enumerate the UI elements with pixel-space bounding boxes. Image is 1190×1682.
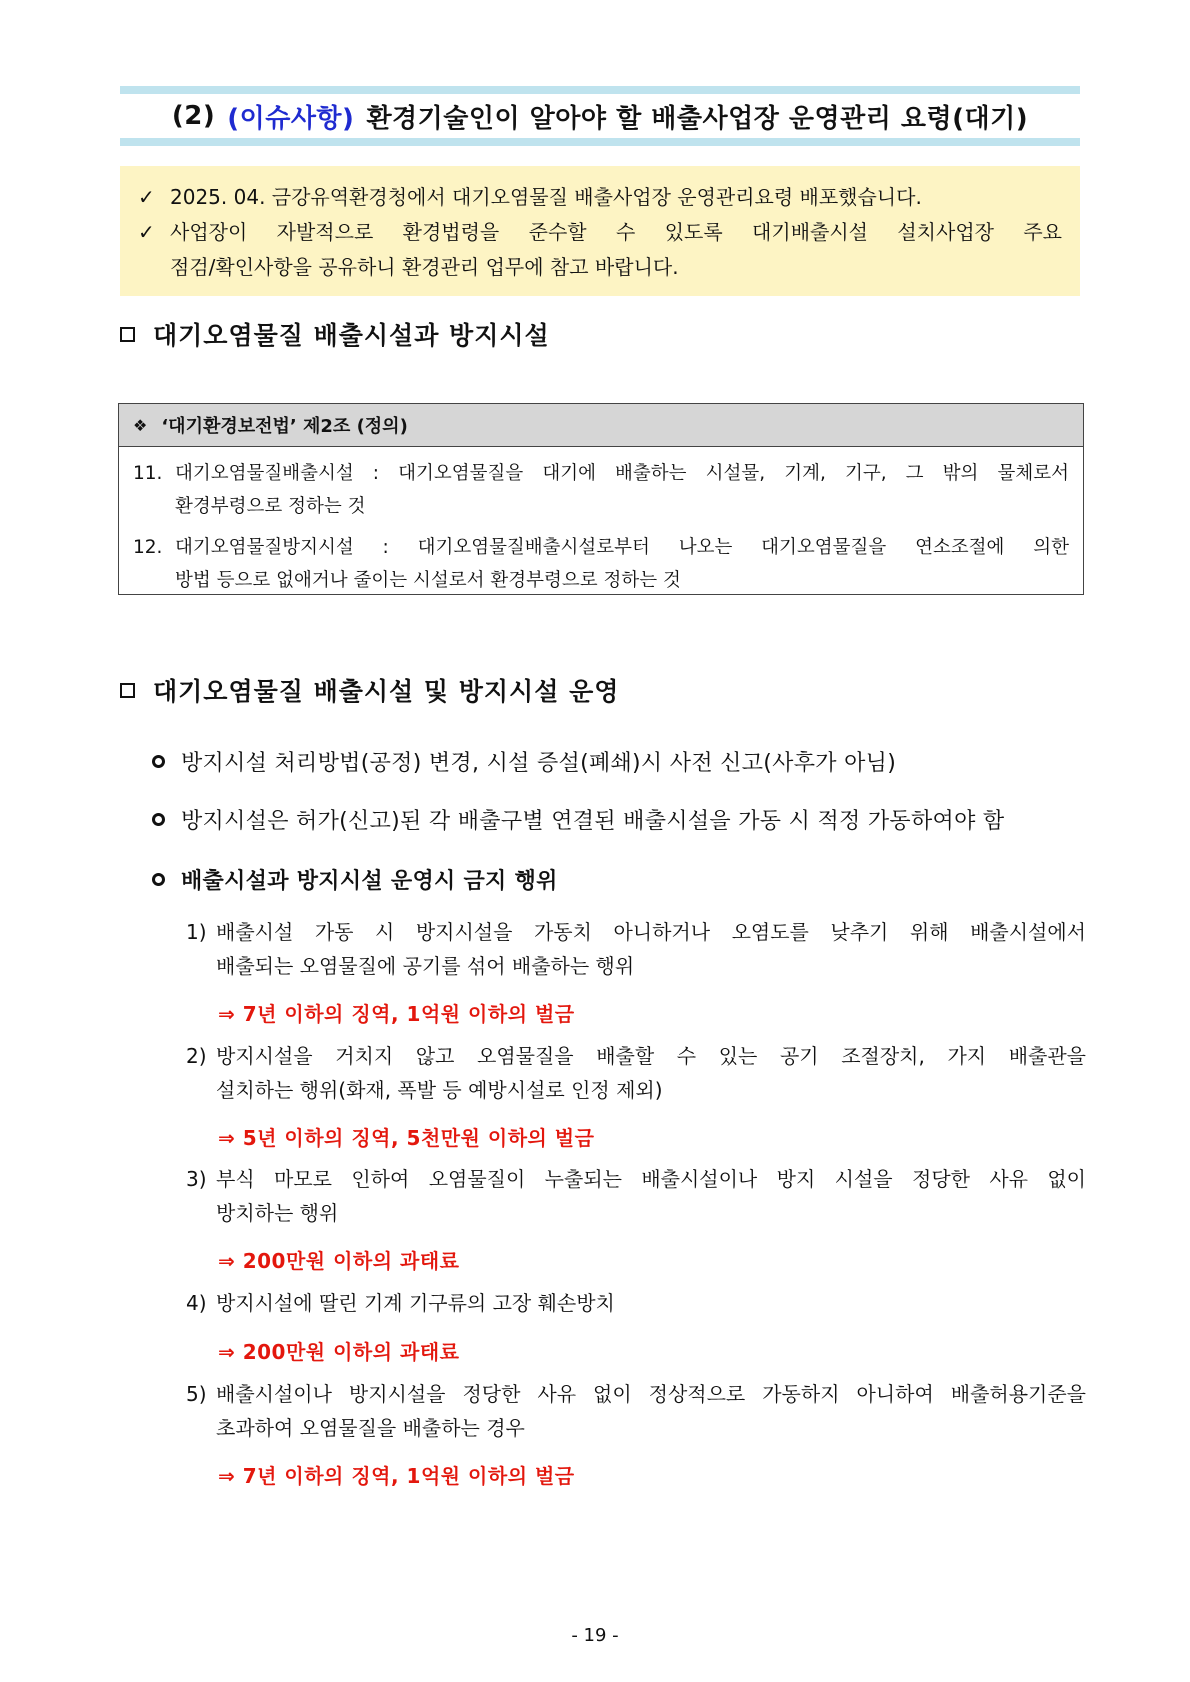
item-line1: 방지시설에 딸린 기계 기구류의 고장 훼손방치 xyxy=(216,1291,615,1315)
item-line2: 방치하는 행위 xyxy=(216,1201,339,1225)
item-number: 5) xyxy=(186,1382,207,1406)
notice-item-1-text: 2025. 04. 금강유역환경청에서 대기오염물질 배출사업장 운영관리요령 배포했습니다. xyxy=(170,185,922,209)
check-icon: ✓ xyxy=(138,185,155,209)
item-line2: 설치하는 행위(화재, 폭발 등 예방시설로 인정 제외) xyxy=(216,1078,663,1102)
law-box-header xyxy=(119,404,1083,447)
item-line1: 부식 마모로 인하여 오염물질이 누출되는 배출시설이나 방지 시설을 정당한 사유 없이 xyxy=(216,1167,1086,1191)
bullet-3 xyxy=(152,864,558,895)
circle-bullet-icon xyxy=(152,873,165,886)
law-item-11-num: 11. xyxy=(133,463,163,484)
penalty-3: ⇒ 200만원 이하의 과태료 xyxy=(218,1249,460,1273)
notice-item-1 xyxy=(138,180,1062,215)
page-number: - 19 - xyxy=(571,1625,619,1646)
prohibited-item-4 xyxy=(186,1286,1086,1320)
law-item-11-line2: 환경부령으로 정하는 것 xyxy=(175,496,366,517)
notice-item-2 xyxy=(138,215,1062,250)
section-heading-2 xyxy=(120,672,619,708)
bullet-1 xyxy=(152,746,896,777)
check-icon: ✓ xyxy=(138,220,155,244)
penalty-5: ⇒ 7년 이하의 징역, 1억원 이하의 벌금 xyxy=(218,1464,575,1488)
title-number: (2) xyxy=(171,101,216,131)
law-item-12-line2: 방법 등으로 없애거나 줄이는 시설로서 환경부령으로 정하는 것 xyxy=(175,570,681,591)
law-item-11 xyxy=(119,457,1083,523)
item-number: 1) xyxy=(186,920,207,944)
penalty-1: ⇒ 7년 이하의 징역, 1억원 이하의 벌금 xyxy=(218,1002,575,1026)
bullet-1-text: 방지시설 처리방법(공정) 변경, 시설 증설(폐쇄)시 사전 신고(사후가 아님) xyxy=(181,751,897,776)
bullet-2 xyxy=(152,804,1004,835)
prohibited-item-2 xyxy=(186,1039,1086,1107)
law-definition-box xyxy=(118,403,1084,595)
law-item-12 xyxy=(119,531,1083,597)
prohibited-item-3 xyxy=(186,1162,1086,1230)
item-number: 2) xyxy=(186,1044,207,1068)
item-line2: 초과하여 오염물질을 배출하는 경우 xyxy=(216,1416,525,1440)
section-heading-2-text: 대기오염물질 배출시설 및 방지시설 운영 xyxy=(153,677,620,706)
circle-bullet-icon xyxy=(152,813,165,826)
title-tag: (이슈사항) xyxy=(227,103,355,134)
prohibited-item-5 xyxy=(186,1377,1086,1445)
law-box-header-text: ‘대기환경보전법’ 제2조 (정의) xyxy=(161,416,408,437)
section-heading-1-text: 대기오염물질 배출시설과 방지시설 xyxy=(153,321,550,350)
square-bullet-icon xyxy=(120,327,135,342)
section-heading-1 xyxy=(120,316,550,352)
bullet-3-text: 배출시설과 방지시설 운영시 금지 행위 xyxy=(181,869,558,894)
title-text: 환경기술인이 알아야 할 배출사업장 운영관리 요령(대기) xyxy=(366,103,1029,134)
notice-item-2-line1: 사업장이 자발적으로 환경법령을 준수할 수 있도록 대기배출시설 설치사업장 주요 xyxy=(170,220,1062,244)
penalty-4: ⇒ 200만원 이하의 과태료 xyxy=(218,1340,460,1364)
item-number: 3) xyxy=(186,1167,207,1191)
notice-item-2-line2: 점검/확인사항을 공유하니 환경관리 업무에 참고 바랍니다. xyxy=(170,255,679,279)
diamond-bullet-icon: ❖ xyxy=(133,415,148,435)
penalty-2: ⇒ 5년 이하의 징역, 5천만원 이하의 벌금 xyxy=(218,1126,595,1150)
item-line1: 방지시설을 거치지 않고 오염물질을 배출할 수 있는 공기 조절장치, 가지 배출관을 xyxy=(216,1044,1086,1068)
item-line1: 배출시설 가동 시 방지시설을 가동치 아니하거나 오염도를 낮추기 위해 배출시설에서 xyxy=(216,920,1086,944)
bullet-2-text: 방지시설은 허가(신고)된 각 배출구별 연결된 배출시설을 가동 시 적정 가동하여야 함 xyxy=(181,809,1005,834)
item-line2: 배출되는 오염물질에 공기를 섞어 배출하는 행위 xyxy=(216,954,635,978)
law-item-12-line1: 대기오염물질방지시설 : 대기오염물질배출시설로부터 나오는 대기오염물질을 연소조절에 의한 xyxy=(175,537,1069,558)
law-item-11-line1: 대기오염물질배출시설 : 대기오염물질을 대기에 배출하는 시설물, 기계, 기구, 그 밖의 물체로서 xyxy=(175,463,1069,484)
item-number: 4) xyxy=(186,1291,207,1315)
notice-box xyxy=(120,166,1080,296)
item-line1: 배출시설이나 방지시설을 정당한 사유 없이 정상적으로 가동하지 아니하여 배출허용기준을 xyxy=(216,1382,1086,1406)
law-item-12-num: 12. xyxy=(133,537,163,558)
prohibited-item-1 xyxy=(186,915,1086,983)
circle-bullet-icon xyxy=(152,755,165,768)
page-title xyxy=(120,86,1080,146)
square-bullet-icon xyxy=(120,683,135,698)
